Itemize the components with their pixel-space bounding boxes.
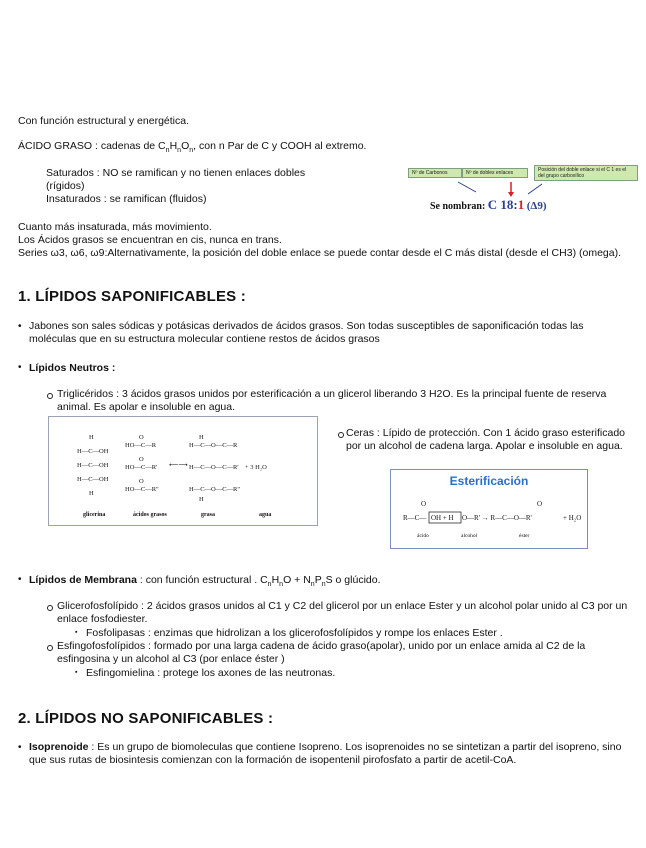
grasa-label: grasa (201, 512, 215, 518)
double-count: 1 (517, 197, 525, 212)
membrana-sub-n1: n (267, 581, 272, 589)
triglyceride-figure (48, 416, 318, 526)
svg-text:O: O (139, 434, 144, 441)
sub-n-2: n (177, 147, 182, 155)
svg-text:HO—C—R: HO—C—R (125, 442, 157, 449)
series-text: Series ω3, ω6, ω9:Alternativamente, la posición del doble enlace se puede contar desde el C más distal (desde el CH3) (omega). (18, 247, 621, 259)
svg-text:H: H (89, 490, 94, 497)
svg-text:H—C—O—C—R": H—C—O—C—R" (189, 486, 241, 493)
insaturados-text: Insaturados : se ramifican (fluidos) (46, 193, 207, 205)
isoprenoide-title: Isoprenoide (29, 741, 89, 753)
svg-text:O: O (139, 478, 144, 485)
los-acidos-text: Los Ácidos grasos se encuentran en cis, nunca en trans. (18, 234, 282, 246)
circle-bullet-icon (338, 432, 344, 438)
membrana-s: S o glúcido. (325, 574, 381, 586)
esterification-title: Esterificación (449, 474, 529, 488)
membrana-sub-n4: n (321, 581, 326, 589)
delta-position: (Δ9) (526, 200, 547, 212)
ester-label: éster (519, 533, 530, 539)
membrana-h: H (271, 574, 280, 586)
circle-bullet-icon (47, 393, 53, 399)
membrana-title: Lípidos de Membrana (29, 574, 137, 586)
svg-text:H—C—O—C—R: H—C—O—C—R (189, 442, 238, 449)
three-water: + 3 H₂O (245, 464, 267, 471)
bullet-icon: • (18, 321, 22, 332)
svg-text:H: H (199, 496, 204, 503)
svg-text:HO—C—R': HO—C—R' (125, 464, 158, 471)
rigidos-text: (rígidos) (46, 180, 85, 192)
bullet-icon: • (18, 362, 22, 373)
esfingofosfolipidos-text: Esfingofosfolípidos : formado por una larga cadena de ácido graso(apolar), unido por un enlace amida al C2 de la esfingosina y un alcohol al C3 (por enlace éster ) (57, 640, 586, 665)
label-posicion: Posición del doble enlace si el C 1 es el del grupo carboxílico (534, 165, 638, 181)
se-nombran-line (430, 197, 547, 213)
svg-text:O—R' → R—C—O—R': O—R' → R—C—O—R' (462, 514, 532, 522)
esterification-svg (391, 470, 587, 548)
square-bullet-icon: ▪ (75, 629, 78, 636)
arrow-carbonos (458, 182, 476, 192)
arrow-posicion (528, 184, 542, 194)
label-dobles: Nº de dobles enlaces (462, 168, 528, 178)
svg-text:O: O (537, 500, 543, 508)
jabones-text: Jabones son sales sódicas y potásicas derivados de ácidos grasos. Son todas susceptibles de saponificación todas las moléculas que en su estructura molecular contiene restos de ácidos grasos (29, 320, 584, 345)
svg-text:H—C—OH: H—C—OH (77, 462, 109, 469)
alcohol-label: alcohol (461, 533, 478, 539)
agua-label: agua (259, 512, 272, 518)
c-formula: C 18: (487, 197, 518, 212)
cuanto-text: Cuanto más insaturada, más movimiento. (18, 221, 212, 233)
sub-n-3: n (189, 147, 194, 155)
fosfolipasas-text: Fosfolipasas : enzimas que hidrolizan a los glicerofosfolípidos y rompe los enlaces Ester . (86, 627, 503, 639)
bullet-icon: • (18, 742, 22, 753)
svg-text:O: O (139, 456, 144, 463)
membrana-o: O + N (283, 574, 311, 586)
svg-text:R—C—: R—C— (403, 514, 427, 522)
membrana-line (29, 574, 381, 591)
section-2-title: 2. LÍPIDOS NO SAPONIFICABLES : (18, 710, 274, 727)
membrana-sub-n2: n (279, 581, 284, 589)
intro-line: Con función estructural y energética. (18, 115, 190, 127)
sub-n-1: n (165, 147, 170, 155)
svg-text:HO—C—R": HO—C—R" (125, 486, 159, 493)
svg-text:⟵⟶: ⟵⟶ (169, 462, 188, 469)
bullet-icon: • (18, 574, 22, 585)
circle-bullet-icon (47, 605, 53, 611)
svg-text:H—C—OH: H—C—OH (77, 476, 109, 483)
esfingomielina-text: Esfingomielina : protege los axones de las neutronas. (86, 667, 336, 679)
triglyceride-svg (49, 417, 317, 525)
trigliceridos-text: Triglicéridos : 3 ácidos grasos unidos por esterificación a un glicerol liberando 3 H2O. Es la principal fuente de reserva animal. Es apolar e insoluble en agua. (57, 388, 607, 413)
section-1-title: 1. LÍPIDOS SAPONIFICABLES : (18, 288, 246, 305)
acido-suffix: , con n Par de C y COOH al extremo. (193, 140, 367, 152)
svg-text:H: H (89, 434, 94, 441)
esterification-figure (390, 469, 588, 549)
acido-prefix: ÁCIDO GRASO : cadenas de C (18, 140, 166, 152)
isoprenoide-text (29, 741, 629, 767)
ceras-text: Ceras : Lípido de protección. Con 1 ácido graso esterificado por un alcohol de cadena larga. Apolar e insoluble en agua. (346, 427, 625, 452)
acidos-grasos-label: ácidos grasos (133, 512, 167, 518)
svg-text:H—C—OH: H—C—OH (77, 448, 109, 455)
svg-text:H—C—O—C—R': H—C—O—C—R' (189, 464, 239, 471)
saturados-text: Saturados : NO se ramifican y no tienen enlaces dobles (46, 167, 306, 179)
nomenclature-figure (400, 160, 636, 215)
lipidos-neutros-title: Lípidos Neutros : (29, 362, 116, 374)
acido-h: H (169, 140, 178, 152)
svg-text:O: O (421, 500, 427, 508)
acido-graso-definition (18, 140, 366, 157)
membrana-sub-n3: n (310, 581, 315, 589)
glicerina-label: glicerina (83, 512, 106, 518)
label-carbonos: Nº de Carbonos (408, 168, 462, 178)
membrana-pre: : con función estructural . C (136, 574, 268, 586)
isoprenoide-body: : Es un grupo de biomoleculas que contiene Isopreno. Los isoprenoides no se sintetizan a partir del isopreno, sino que sus rutas de biosintesis comienzan con la formación de isopentenil pirofosfato a partir de acetil-CoA. (29, 741, 622, 766)
svg-text:OH + H: OH + H (431, 514, 454, 522)
membrana-p: P (314, 574, 322, 586)
circle-bullet-icon (47, 645, 53, 651)
se-nombran-label: Se nombran: (430, 201, 486, 212)
acido-label: ácido (417, 533, 429, 539)
acido-o: O (181, 140, 190, 152)
glicerofosfolipido-text: Glicerofosfolípido : 2 ácidos grasos unidos al C1 y C2 del glicerol por un enlace Ester y un alcohol polar unido al C3 por un enlace fosfodiester. (57, 600, 628, 625)
water-product: + H₂O (563, 514, 582, 522)
svg-text:H: H (199, 434, 204, 441)
square-bullet-icon: ▪ (75, 669, 78, 676)
